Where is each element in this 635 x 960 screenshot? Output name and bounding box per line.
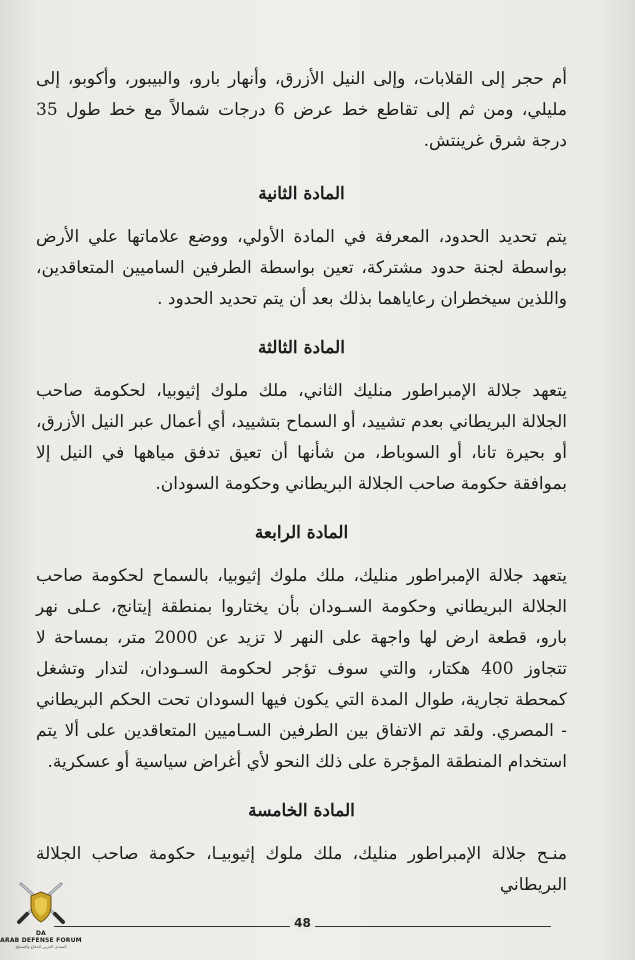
article-text: يتم تحديد الحدود، المعرفة في المادة الأولي، ووضع علاماتها علي الأرض بواسطة لجنة حدود مشتركة، تعين بواسطة الطرفين الساميين المتعاقدين، واللذين سيخطران رعاياهما بذلك بعد أن يتم تحديد الحدود . [36, 227, 567, 309]
page-number [0, 916, 605, 930]
watermark-name: ARAB DEFENSE FORUM [0, 937, 82, 944]
crossed-swords-shield-icon [15, 878, 67, 930]
article-text: يتعهد جلالة الإمبراطور منليك، ملك ملوك إثيوبيا، بالسماح لحكومة صاحب الجلالة البريطاني وحكومة السـودان بأن يختاروا بمنطقة إيتانج، عـلى نهر بارو، قطعة ارض لها واجهة على النهر لا تزيد عن 2000 متر، بمساحة لا تتجاوز 400 هكتار، والتي سوف تؤجر لحكومة السـودان، لتدار وتشغل كمحطة تجارية، طوال المدة التي يكون فيها السودان تحت الحكم البريطاني - المصري. ولقد تم الاتفاق بين الطرفين السـاميين المتعاقدين على ألا يتم استخدام المنطقة المؤجرة على ذلك النحو لأي أغراض سياسية أو عسكرية. [36, 566, 567, 772]
article-heading: المادة الخامسة [248, 801, 355, 821]
article-text: منـح جلالة الإمبراطور منليك، ملك ملوك إثيوبيـا، حكومة صاحب الجلالة البريطاني [36, 844, 567, 895]
document-body [36, 64, 567, 901]
article-text: يتعهد جلالة الإمبراطور منليك الثاني، ملك ملوك إثيوبيا، لحكومة صاحب الجلالة البريطاني بعدم تشييد، أو السماح بتشييد، أي أعمال عبر النيل الأزرق، أو بحيرة تانا، أو السوباط، من شأنها أن تعيق تدفق مياهها في النيل إلا بموافقة حكومة صاحب الجلالة البريطاني وحكومة السودان. [36, 381, 567, 494]
intro-paragraph: أم حجر إلى القلابات، وإلى النيل الأزرق، وأنهار بارو، والبيبور، وأكوبو، إلى مليلي، ومن ثم إلى تقاطع خط عرض 6 درجات شمالاً مع خط طول 35 درجة شرق غرينتش. [36, 69, 567, 151]
watermark-subtitle: المنتدى العربي للدفاع والتسليح [15, 944, 67, 949]
watermark-logo [0, 878, 82, 958]
article-heading: المادة الثالثة [258, 338, 345, 358]
article-heading: المادة الرابعة [254, 523, 349, 543]
article-heading: المادة الثانية [258, 184, 345, 204]
watermark-abbr: DA [35, 930, 47, 937]
page-number-text: 48 [290, 916, 315, 930]
